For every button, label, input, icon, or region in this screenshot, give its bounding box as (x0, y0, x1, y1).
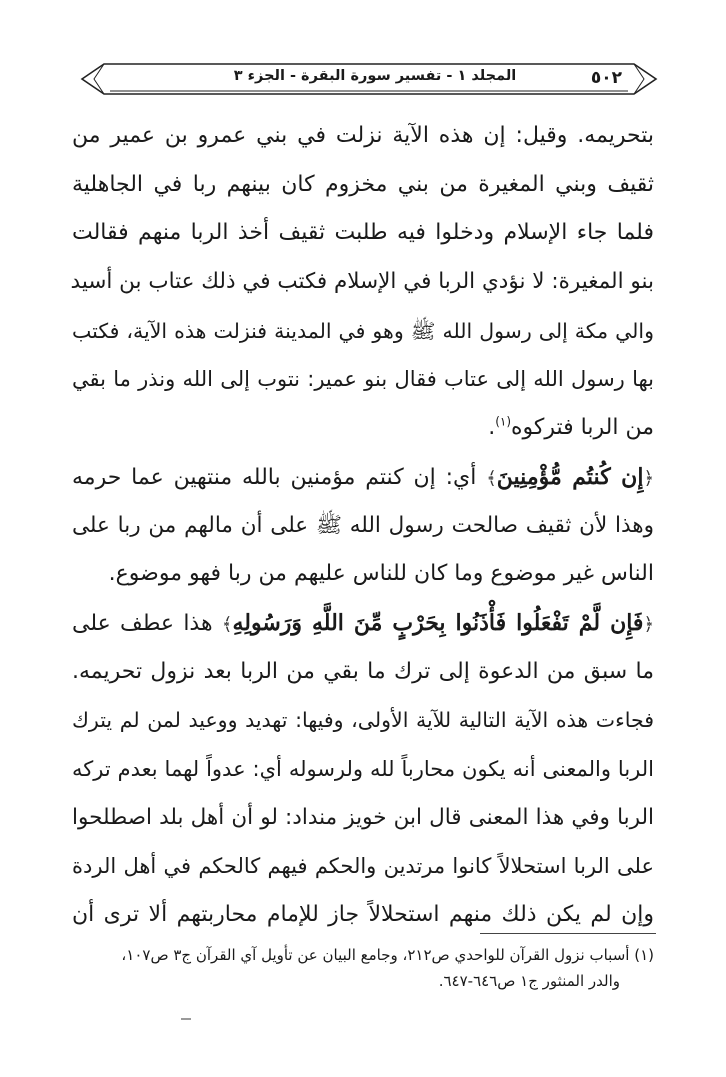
text-line: وإن لم يكن ذلك منهم استحلالاً جاز للإمام محاربتهم ألا ترى أن (72, 902, 654, 927)
text-line: بنو المغيرة: لا نؤدي الربا في الإسلام فكتب في ذلك عتاب بن أسيد (70, 269, 654, 295)
verse-commentary: هذا عطف على (72, 610, 213, 636)
footnote-continuation: والدر المنثور ج١ ص٦٤٦-٦٤٧. (438, 972, 620, 990)
text-line: فلما جاء الإسلام ودخلوا فيه طلبت ثقيف أخذ الربا منهم فقالت (72, 220, 654, 246)
text-line: وهذا لأن ثقيف صالحت رسول الله ﷺ على أن مالهم من ربا على (72, 512, 654, 538)
verse-line (72, 599, 654, 648)
page-header (80, 58, 658, 100)
quran-verse: فَإِن لَّمْ تَفْعَلُوا فَأْذَنُوا بِحَرْبٍ مِّنَ اللَّهِ وَرَسُولِهِ (232, 609, 644, 636)
footnotes (72, 942, 654, 994)
verse-commentary: أي: إن كنتم مؤمنين بالله منتهين عما حرمه (72, 464, 477, 490)
verse-close-bracket-icon: ﴾ (221, 613, 233, 635)
text-line: من الربا فتركوه$^{(١)}$. (488, 414, 654, 441)
verse-close-bracket-icon: ﴾ (486, 467, 497, 489)
text-line: فجاءت هذه الآية التالية للآية الأولى، وفيها: تهديد ووعيد لمن لم يترك (72, 708, 654, 733)
text-line: على الربا استحلالاً كانوا مرتدين والحكم فيهم كالحكم في أهل الردة (72, 854, 654, 879)
text-line: الناس غير موضوع وما كان للناس عليهم من ربا فهو موضوع. (108, 561, 654, 587)
text-line: والي مكة إلى رسول الله ﷺ وهو في المدينة فنزلت هذه الآية، فكتب (72, 318, 654, 343)
running-header-title: المجلد ١ - تفسير سورة البقرة - الجزء ٣ (233, 68, 517, 84)
text-line: ما سبق من الدعوة إلى ترك ما بقي من الربا بعد نزول تحريمه. (72, 658, 654, 684)
text-line: ثقيف وبني المغيرة من بني مخزوم كان بينهم ربا في الجاهلية (72, 171, 654, 197)
footnote-separator (480, 933, 656, 934)
main-text (72, 112, 654, 940)
footnote-text: أسباب نزول القرآن للواحدي ص٢١٢، وجامع البيان عن تأويل آي القرآن ج٣ ص١٠٧، (121, 946, 630, 964)
verse-line (72, 453, 654, 502)
footnote (72, 942, 654, 968)
text-line: بها رسول الله إلى عتاب فقال بنو عمير: نتوب إلى الله ونذر ما بقي (72, 367, 654, 392)
footnote-marker: (١) (634, 946, 654, 964)
footnote-reference[interactable]: (١) (495, 414, 512, 429)
page-number: ٥٠٢ (590, 68, 622, 88)
text-line: الربا وفي هذا المعنى قال ابن خويز منداد: لو أن أهل بلد اصطلحوا (72, 804, 654, 830)
verse-open-bracket-icon: ﴿ (643, 467, 654, 489)
text-line: الربا والمعنى أنه يكون محارباً لله ولرسوله أي: عدواً لهما بعدم تركه (72, 756, 654, 781)
verse-open-bracket-icon: ﴿ (643, 613, 654, 635)
print-speck (181, 1018, 191, 1020)
quran-verse: إِن كُنتُم مُّؤْمِنِينَ (496, 463, 644, 490)
text-line: بتحريمه. وقيل: إن هذه الآية نزلت في بني عمرو بن عمير من (72, 123, 654, 148)
